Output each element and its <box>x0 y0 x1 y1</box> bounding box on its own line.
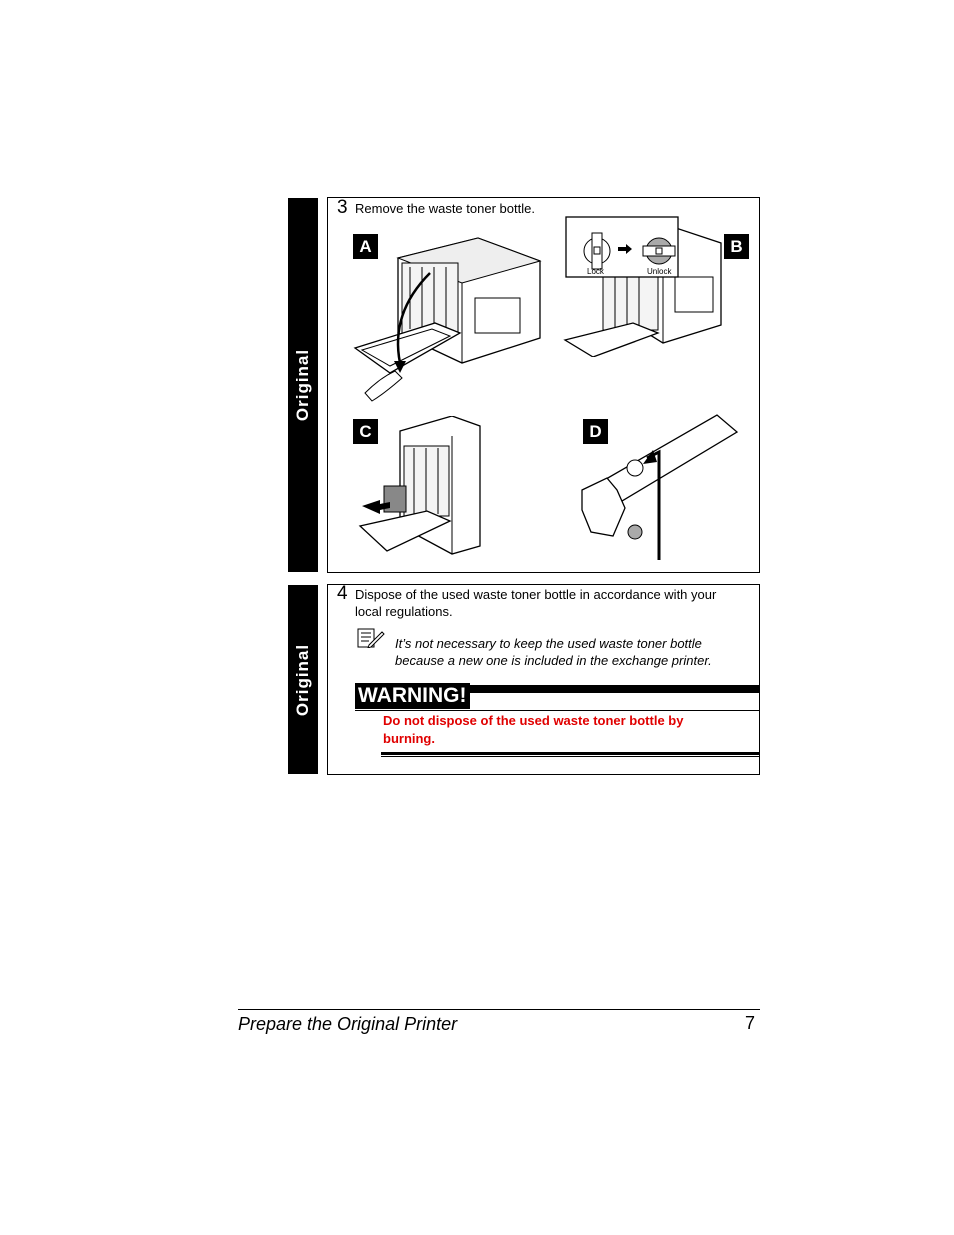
page-number: 7 <box>745 1013 756 1033</box>
step-text-line-2: local regulations. <box>355 604 453 619</box>
warning-line-1: Do not dispose of the used waste toner bottle by <box>383 713 684 728</box>
panel-label-d: D <box>583 419 608 444</box>
note-line-2: because a new one is included in the exchange printer. <box>395 653 712 668</box>
warning-label: WARNING! <box>355 683 470 709</box>
warning-text <box>383 712 723 748</box>
printer-front-door-open-illustration <box>350 233 545 405</box>
panel-label-b: B <box>724 234 749 259</box>
panel-label-a: A <box>353 234 378 259</box>
sidebar-label: Original <box>293 643 312 716</box>
warning-bottom-rule-thin <box>381 756 759 757</box>
unlock-label: Unlock <box>647 267 672 276</box>
step-text: Remove the waste toner bottle. <box>355 201 535 216</box>
warning-line-2: burning. <box>383 731 435 746</box>
step-number: 3 <box>337 197 348 218</box>
sidebar-label: Original <box>293 348 312 422</box>
lock-label: Lock <box>587 267 604 276</box>
sidebar-tab-original-1 <box>288 198 318 572</box>
panel-label-c: C <box>353 419 378 444</box>
warning-bar <box>468 685 759 693</box>
sidebar-tab-original-2 <box>288 585 318 774</box>
footer-rule <box>238 1009 760 1010</box>
warning-bottom-rule <box>381 752 759 755</box>
step-number: 4 <box>337 583 348 604</box>
printer-lock-lever-illustration <box>563 215 723 357</box>
warning-divider <box>355 710 759 711</box>
note-line-1: It’s not necessary to keep the used waste toner bottle <box>395 636 702 651</box>
footer-title: Prepare the Original Printer <box>238 1014 458 1034</box>
note-pencil-icon <box>357 628 385 648</box>
step-text-line-1: Dispose of the used waste toner bottle in accordance with your <box>355 587 717 602</box>
